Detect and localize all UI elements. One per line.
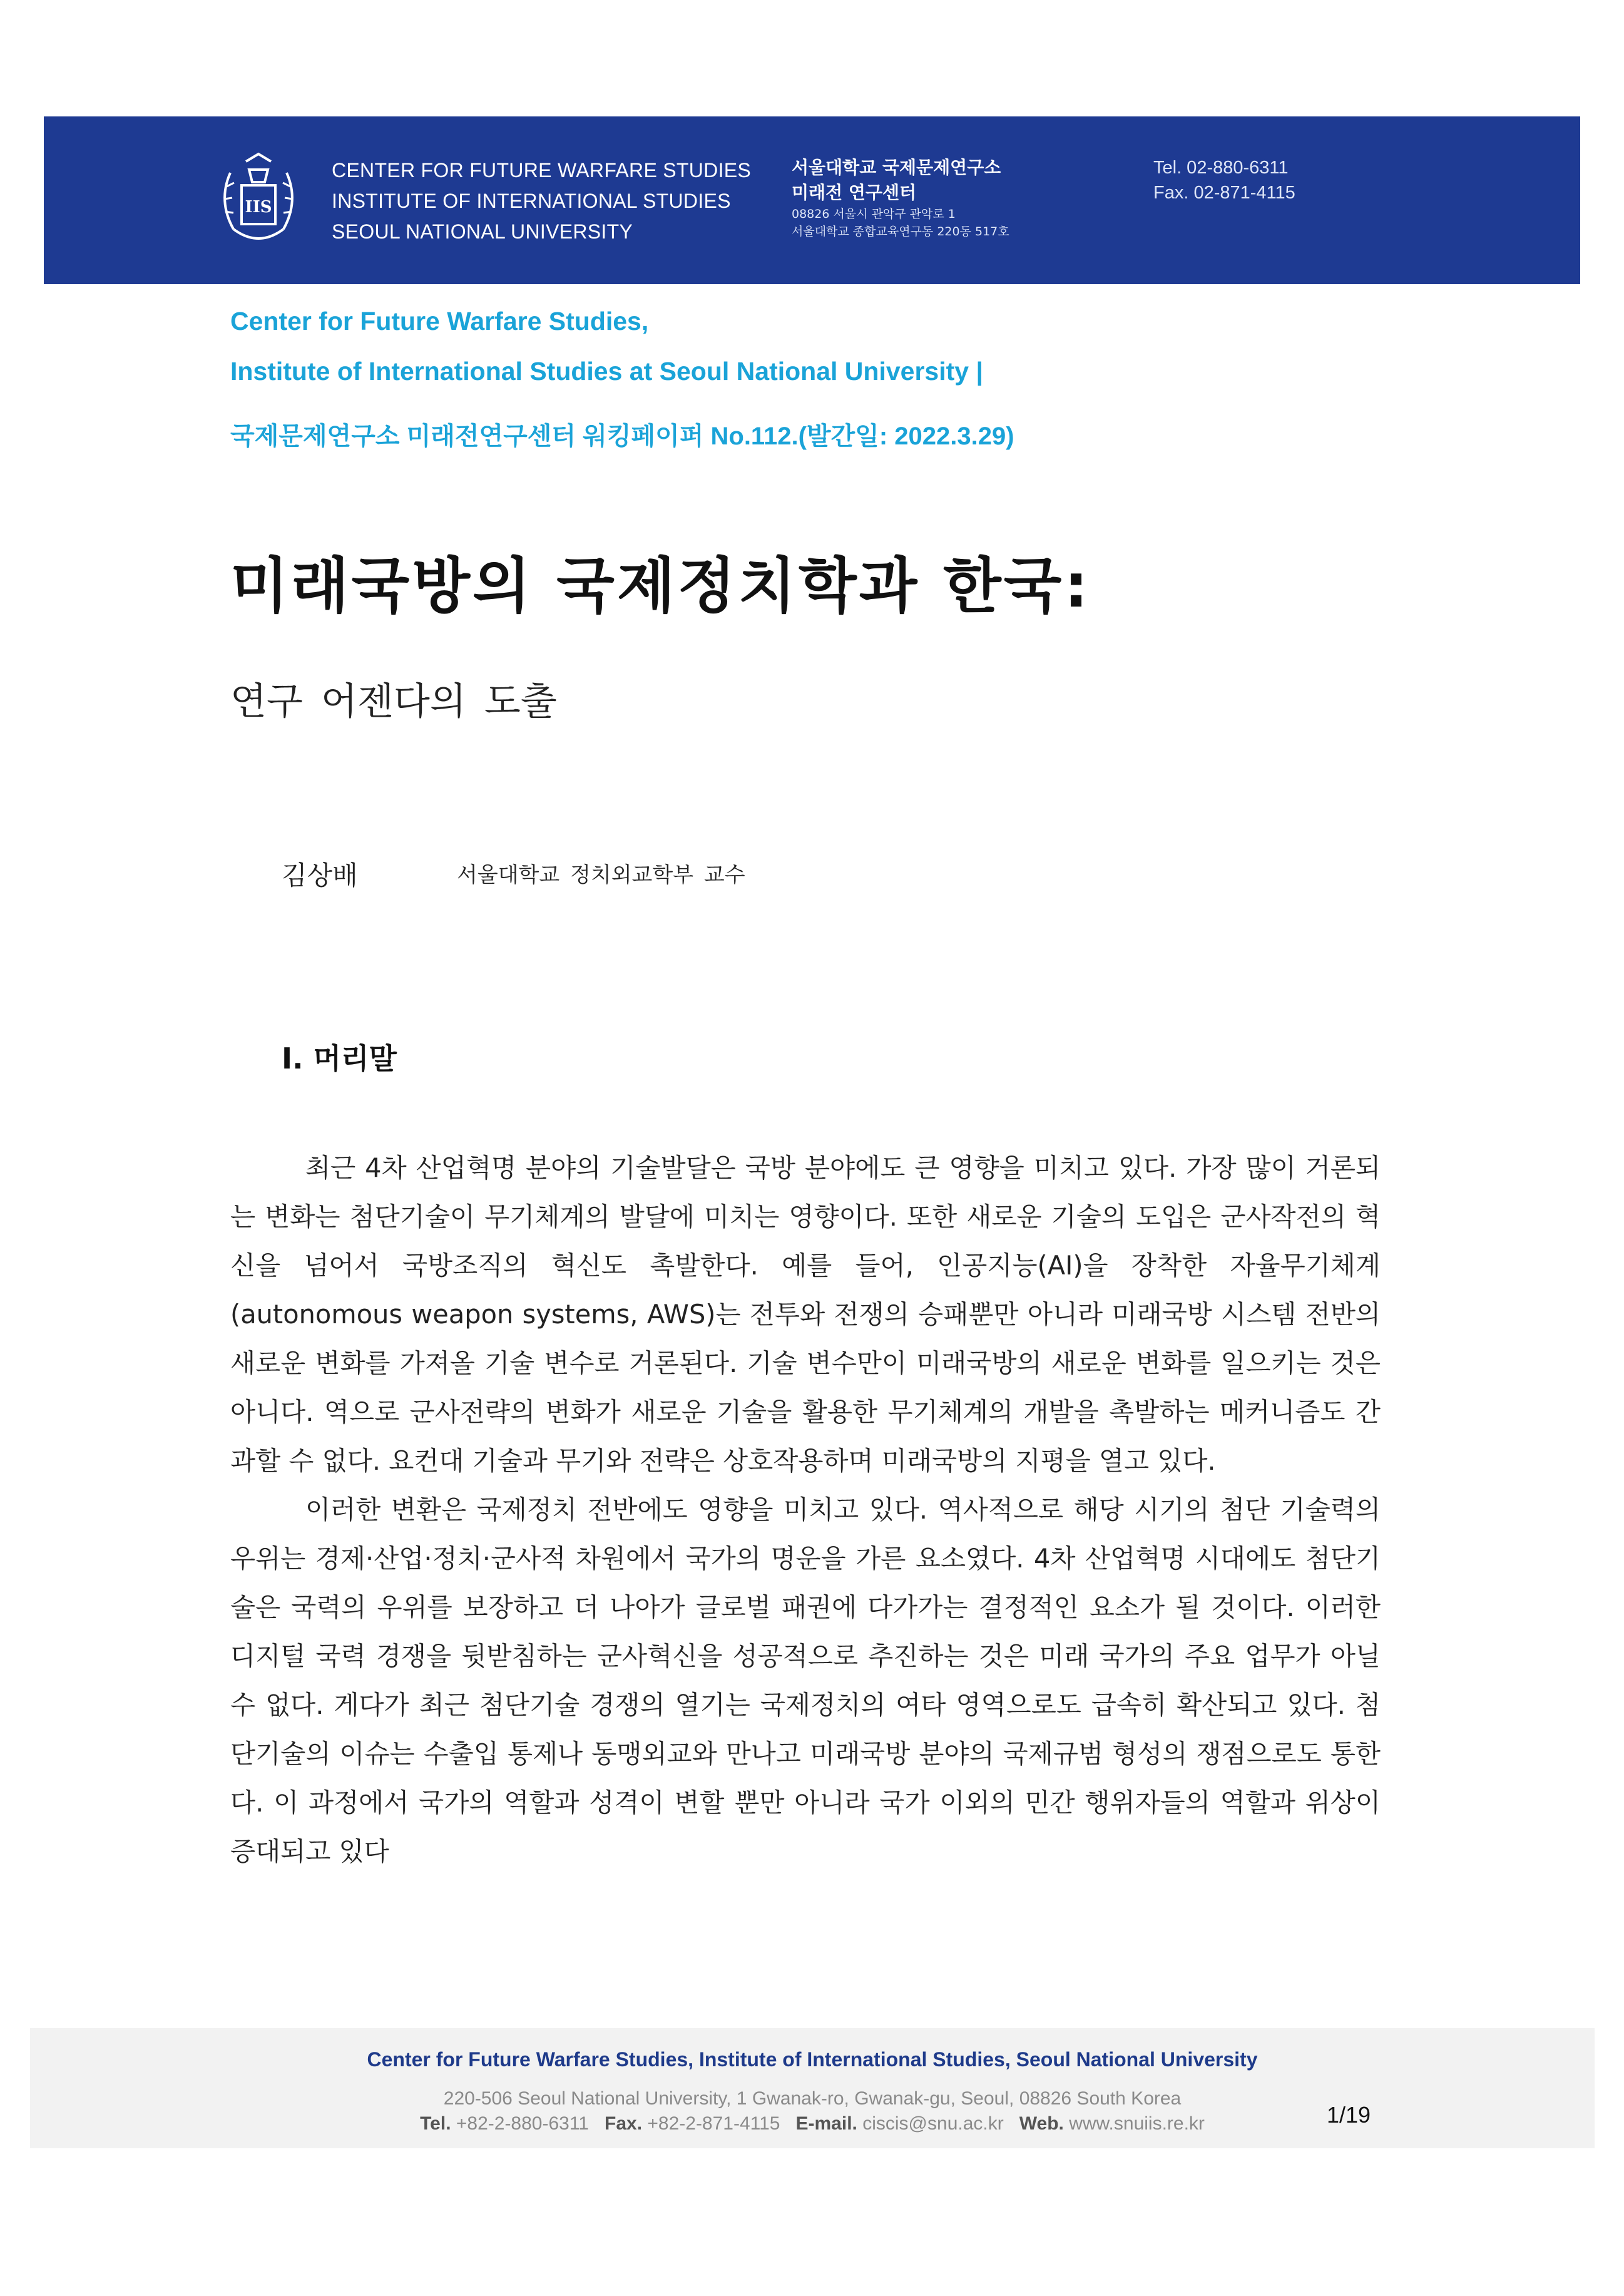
footer-tel-label: Tel. — [420, 2113, 451, 2134]
footer-email-label: E-mail. — [795, 2113, 857, 2134]
header-banner — [44, 116, 1580, 284]
working-paper-info: 국제문제연구소 미래전연구센터 워킹페이퍼 No.112.(발간일: 2022.3.29) — [230, 423, 1014, 450]
header-tel: Tel. 02-880-6311 — [1153, 158, 1289, 178]
subheader-line: Center for Future Warfare Studies, — [230, 307, 649, 336]
svg-text:IIS: IIS — [245, 198, 272, 217]
body-text — [230, 1144, 1381, 1876]
page-number: 1/19 — [1327, 2102, 1371, 2128]
header-contact-block — [1153, 155, 1295, 205]
author-name: 김상배 — [282, 860, 358, 891]
header-fax: Fax. 02-871-4115 — [1153, 183, 1295, 203]
paragraph: 이러한 변환은 국제정치 전반에도 영향을 미치고 있다. 역사적으로 해당 시기의 첨단 기술력의 우위는 경제·산업·정치·군사적 차원에서 국가의 명운을 가른 요소였다. 4차 산업혁명 시대에도 첨단기술은 국력의 우위를 보장하고 더 나아가 글로벌 패권에 다가가는 결정적인 요소가 될 것이다. 이러한 디지털 국력 경쟁을 뒷받침하는 군사혁신을 성공적으로 추진하는 것은 미래 국가의 주요 업무가 아닐 수 없다. 게다가 최근 첨단기술 경쟁의 열기는 국제정치의 여타 영역으로도 급속히 확산되고 있다. 첨단기술의 이슈는 수출입 통제나 동맹외교와 만나고 미래국방 분야의 국제규범 형성의 쟁점으로도 통한다. 이 과정에서 국가의 역할과 성격이 변할 뿐만 아니라 국가 이외의 민간 행위자들의 역할과 위상이 증대되고 있다 — [230, 1494, 1381, 1867]
page-subtitle: 연구 어젠다의 도출 — [230, 680, 557, 724]
page-title: 미래국방의 국제정치학과 한국: — [230, 551, 1091, 621]
header-kr-institute: 서울대학교 국제문제연구소 — [792, 157, 1001, 178]
snu-seal-icon — [212, 148, 305, 251]
header-en-line: INSTITUTE OF INTERNATIONAL STUDIES — [332, 190, 731, 212]
footer-institution: Center for Future Warfare Studies, Institute of International Studies, Seoul National University — [367, 2048, 1258, 2071]
paragraph: 최근 4차 산업혁명 분야의 기술발달은 국방 분야에도 큰 영향을 미치고 있다. 가장 많이 거론되는 변화는 첨단기술이 무기체계의 발달에 미치는 영향이다. 또한 새로운 기술의 도입은 군사작전의 혁신을 넘어서 국방조직의 혁신도 촉발한다. 예를 들어, 인공지능(AI)을 장착한 자율무기체계(autonomous weapon systems, AWS)는 전투와 전쟁의 승패뿐만 아니라 미래국방 시스템 전반의 새로운 변화를 가져올 기술 변수로 거론된다. 기술 변수만이 미래국방의 새로운 변화를 일으키는 것은 아니다. 역으로 군사전략의 변화가 새로운 기술을 활용한 무기체계의 개발을 촉발하는 메커니즘도 간과할 수 없다. 요컨대 기술과 무기와 전략은 상호작용하며 미래국방의 지평을 열고 있다. — [230, 1152, 1381, 1476]
footer-fax-label: Fax. — [605, 2113, 643, 2134]
header-en-line: CENTER FOR FUTURE WARFARE STUDIES — [332, 159, 752, 182]
page-footer — [30, 2028, 1595, 2148]
header-kr-address: 08826 서울시 관악구 관악로 1 — [792, 207, 956, 221]
footer-address: 220-506 Seoul National University, 1 Gwanak-ro, Gwanak-gu, Seoul, 08826 South Korea — [443, 2088, 1182, 2109]
section-heading: Ⅰ. 머리말 — [282, 1042, 397, 1075]
header-korean-block — [792, 155, 1009, 240]
footer-tel: +82-2-880-6311 — [456, 2113, 589, 2134]
footer-fax: +82-2-871-4115 — [647, 2113, 780, 2134]
header-kr-center: 미래전 연구센터 — [792, 182, 917, 203]
footer-email-link[interactable]: ciscis@snu.ac.kr — [862, 2113, 1004, 2134]
header-english-block — [332, 155, 751, 247]
header-kr-address: 서울대학교 종합교육연구동 220동 517호 — [792, 225, 1009, 238]
footer-web-link[interactable]: www.snuiis.re.kr — [1069, 2113, 1205, 2134]
subheader-line: Institute of International Studies at Seoul National University | — [230, 357, 983, 386]
header-en-line: SEOUL NATIONAL UNIVERSITY — [332, 220, 633, 243]
footer-web-label: Web. — [1019, 2113, 1064, 2134]
author-affiliation: 서울대학교 정치외교학부 교수 — [457, 863, 745, 888]
